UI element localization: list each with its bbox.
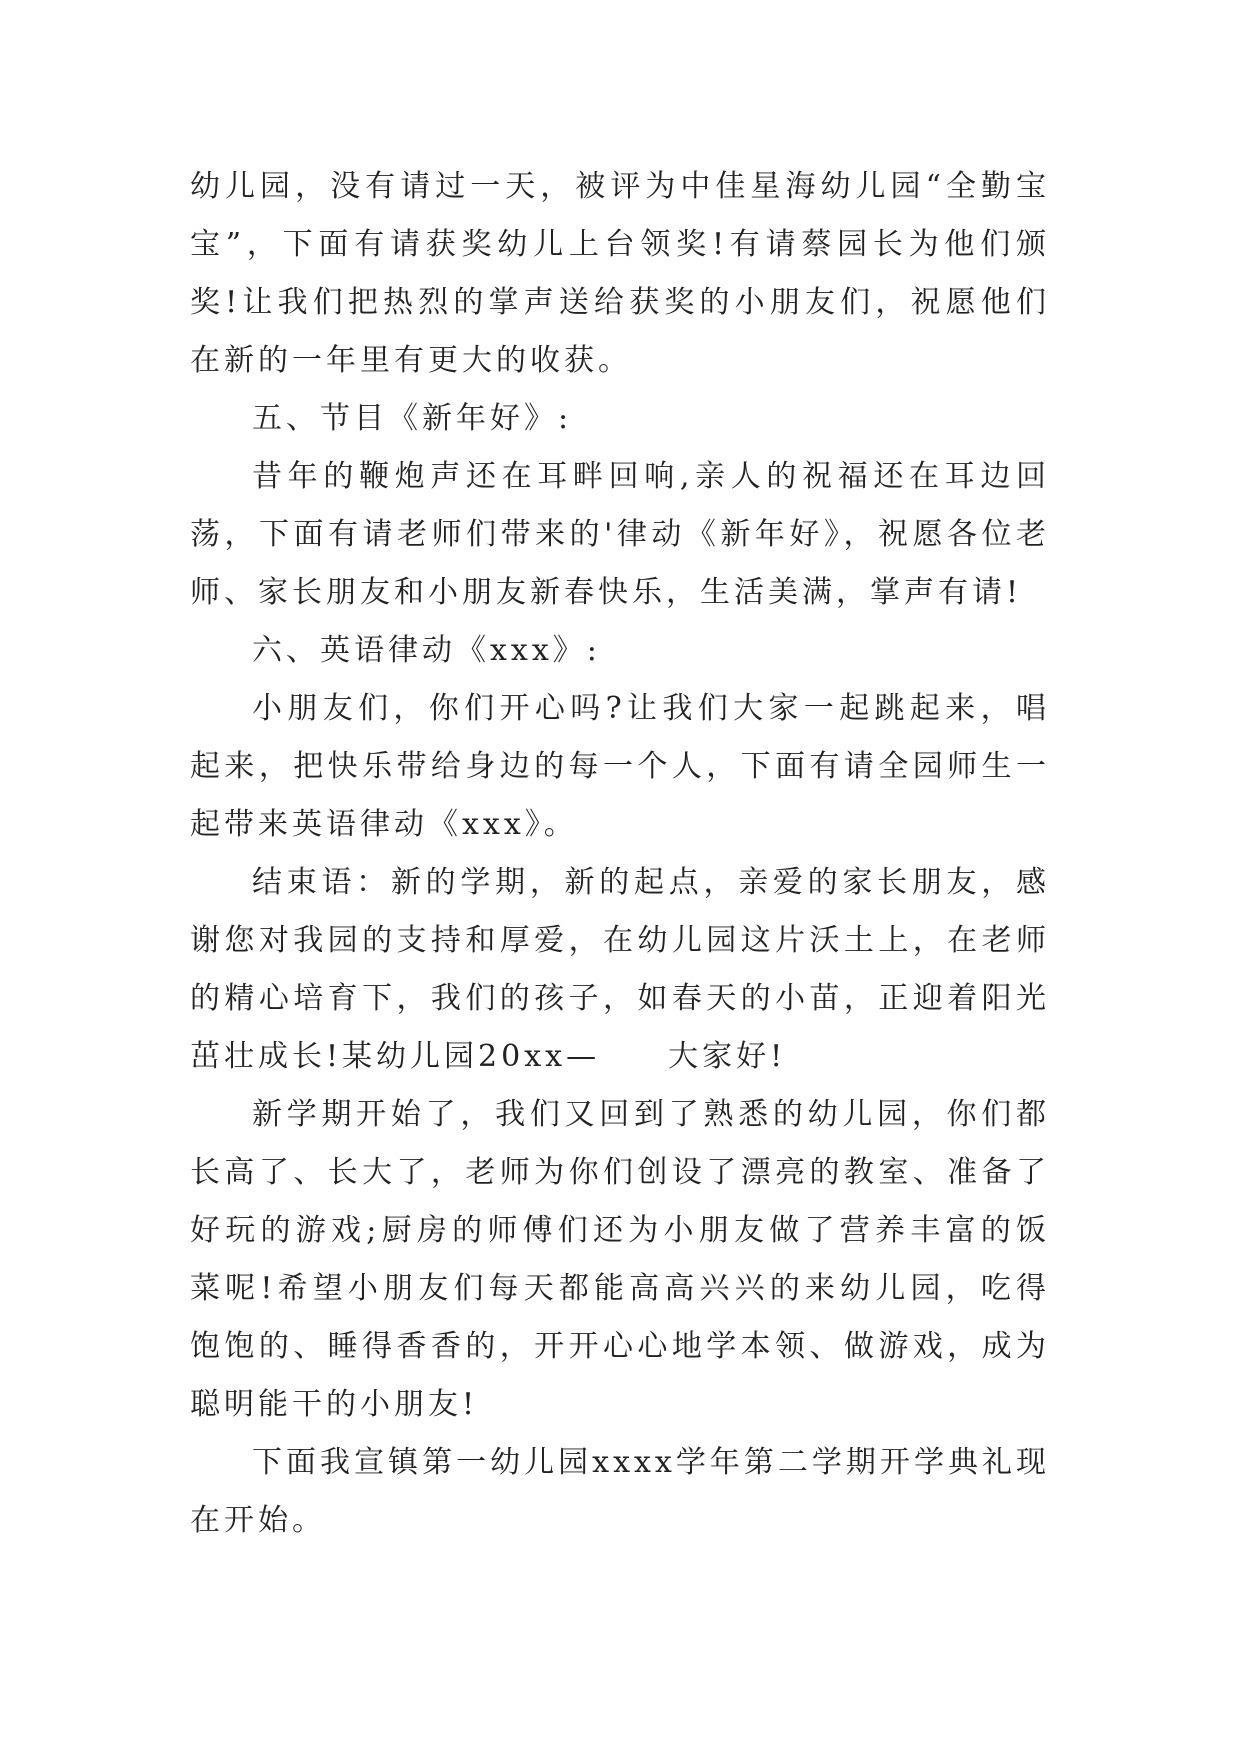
- heading-program-5: 五、节目《新年好》:: [252, 401, 573, 436]
- paragraph-program-6: 小朋友们，你们开心吗?让我们大家一起跳起来，唱起来，把快乐带给身边的每一个人，下面有请全园师生一起带来英语律动《xxx》。: [190, 691, 1050, 842]
- paragraph-award-continuation: 幼儿园，没有请过一天，被评为中佳星海幼儿园“全勤宝宝”，下面有请获奖幼儿上台领奖!有请蔡园长为他们颁奖!让我们把热烈的掌声送给获奖的小朋友们，祝愿他们在新的一年里有更大的收获。: [190, 169, 1050, 378]
- document-body: [190, 158, 1050, 1550]
- paragraph-program-5: 昔年的鞭炮声还在耳畔回响,亲人的祝福还在耳边回荡，下面有请老师们带来的'律动《新年好》，祝愿各位老师、家长朋友和小朋友新春快乐，生活美满，掌声有请!: [190, 459, 1050, 610]
- paragraph-new-semester: 新学期开始了，我们又回到了熟悉的幼儿园，你们都长高了、长大了，老师为你们创设了漂亮的教室、准备了好玩的游戏;厨房的师傅们还为小朋友做了营养丰富的饭菜呢!希望小朋友们每天都能高高兴兴的来幼儿园，吃得饱饱的、睡得香香的，开开心心地学本领、做游戏，成为聪明能干的小朋友!: [190, 1097, 1050, 1422]
- heading-program-6: 六、英语律动《xxx》:: [252, 633, 601, 668]
- paragraph-ceremony-start: 下面我宣镇第一幼儿园xxxx学年第二学期开学典礼现在开始。: [190, 1445, 1050, 1538]
- paragraph-closing-remarks: 结束语：新的学期，新的起点，亲爱的家长朋友，感谢您对我园的支持和厚爱，在幼儿园这片沃土上，在老师的精心培育下，我们的孩子，如春天的小苗，正迎着阳光茁壮成长!某幼儿园20xx— 大家好!: [190, 865, 1050, 1074]
